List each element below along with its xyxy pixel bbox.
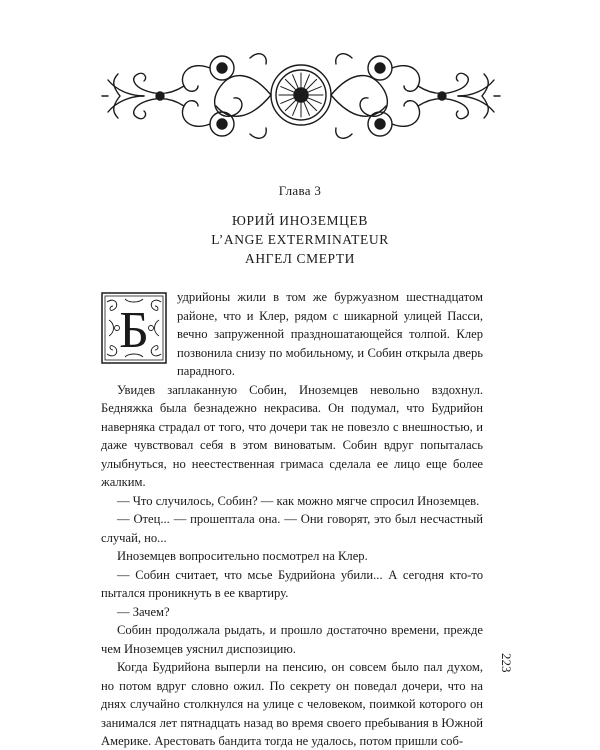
- paragraph: — Что случилось, Собин? — как можно мягче спросил Иноземцев.: [117, 493, 480, 508]
- page-number: 223: [499, 653, 514, 673]
- paragraph: Собин продолжала рыдать, и прошло достаточно времени, прежде чем Иноземцев уяснил диспозицию.: [101, 623, 483, 656]
- chapter-title-line: ЮРИЙ ИНОЗЕМЦЕВ: [232, 213, 368, 228]
- paragraph: Когда Будрийона выперли на пенсию, он совсем было пал духом, но потом вдруг словно ожил. По секрету он поведал дочери, что на днях случайно столкнулся на улице с человеком, поимкой которого он занимался лет пятнадцать назад во время своего пребывания в Южной Америке. Арестовать бандита тогда не удалось, потом пришли соб-: [101, 660, 483, 748]
- paragraph: — Зачем?: [117, 604, 170, 619]
- paragraph: Иноземцев вопросительно посмотрел на Клер.: [117, 549, 368, 563]
- dropcap-letter: Б: [119, 302, 149, 359]
- chapter-title: [0, 211, 600, 268]
- ornament-header-icon: [100, 40, 502, 150]
- body-text: [101, 288, 483, 750]
- chapter-title-line: L’ANGE EXTERMINATEUR: [211, 232, 389, 247]
- chapter-title-line: АНГЕЛ СМЕРТИ: [244, 251, 356, 266]
- paragraph: удрийоны жили в том же буржуазном шестнадцатом районе, что и Клер, рядом с шикарной улицей Пасси, вечно запруженной праздношатающейся толпой. Клер позвонила снизу по мобильному, и Собин открыла дверь парадного.: [177, 290, 483, 378]
- paragraph: — Отец... — прошептала она. — Они говорят, это был несчастный случай, но...: [101, 512, 483, 545]
- paragraph: — Собин считает, что мсье Будрийона убили... А сегодня кто-то пытался проникнуть в ее квартиру.: [101, 567, 483, 600]
- chapter-label: Глава 3: [278, 183, 322, 198]
- dropcap-initial: [101, 292, 167, 364]
- paragraph: Увидев заплаканную Собин, Иноземцев невольно вздохнул. Бедняжка была безнадежно некрасива. Он подумал, что Будрийон наверняка страдал от того, что дочери так не повезло с внешностью, и даже чувствовал себя в этом виноватым. Собин вдруг попыталась улыбнуться, но неестественная гримаса сделала ее лицо еще более жалким.: [101, 382, 483, 489]
